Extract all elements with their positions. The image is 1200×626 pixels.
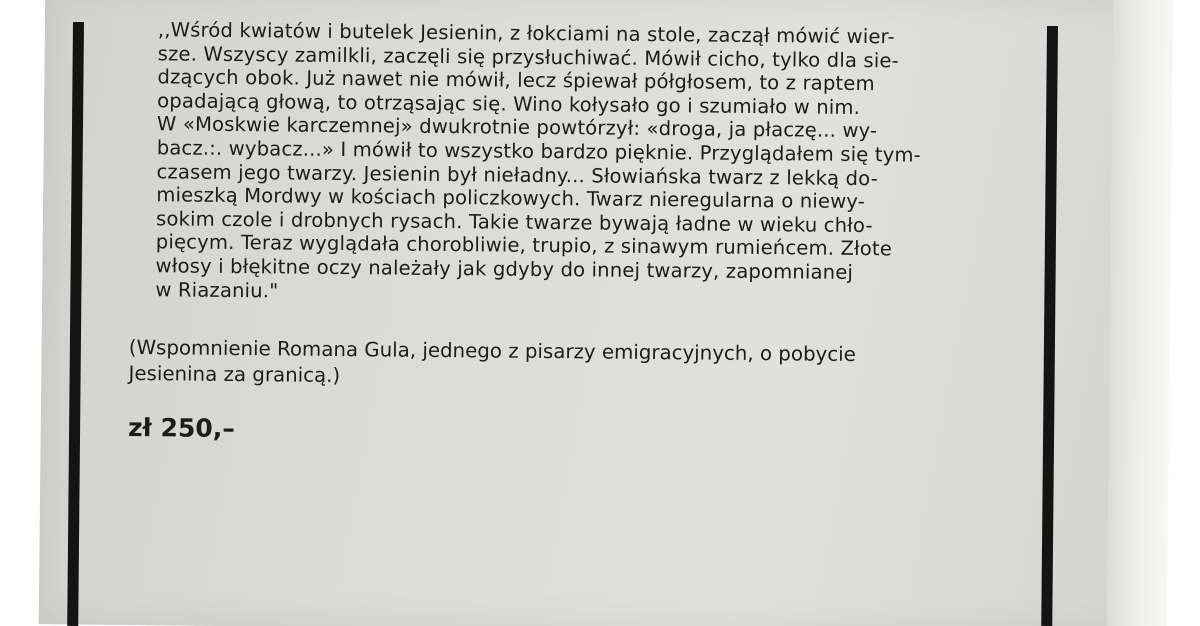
quote-line: dzących obok. Już nawet nie mówił, lecz śpiewał półgłosem, to z raptem xyxy=(157,65,875,96)
source-line: (Wspomnienie Romana Gula, jednego z pisarzy emigracyjnych, o pobycie xyxy=(128,336,856,367)
quote-line: mieszką Mordwy w kościach policzkowych. Twarz nieregularna o niewy- xyxy=(156,183,866,214)
source-attribution xyxy=(128,335,1028,396)
quote-line: pięcym. Teraz wyglądała chorobliwie, trupio, z sinawym rumieńcem. Złote xyxy=(155,230,893,261)
quote-line: opadającą głową, to otrząsając się. Wino kołysało go i szumiało w nim. xyxy=(157,89,861,119)
quote-paragraph xyxy=(129,18,1032,310)
cover-page-edge xyxy=(1107,0,1174,626)
source-line: Jesienina za granicą.) xyxy=(128,362,341,388)
quote-line: sze. Wszyscy zamilkli, zaczęli się przysłuchiwać. Mówił cicho, tylko dla sie- xyxy=(157,41,899,72)
quote-line: czasem jego twarzy. Jesienin był nieładny... Słowiańska twarz z lekką do- xyxy=(156,159,879,190)
price-label: zł 250,– xyxy=(127,413,235,444)
quote-line: ,,Wśród kwiatów i butelek Jesienin, z łokciami na stole, zaczął mówić wier- xyxy=(157,18,895,49)
quote-line: sokim czole i drobnych rysach. Takie twarze bywają ładne w wieku chło- xyxy=(155,206,873,237)
quote-line: W «Moskwie karczemnej» dwukrotnie powtórzył: «droga, ja płaczę... wy- xyxy=(156,112,878,143)
quote-line: włosy i błękitne oczy należały jak gdyby do innej twarzy, zapomnianej xyxy=(155,254,854,284)
cover-text-block xyxy=(128,18,1032,451)
quote-line: w Riazaniu." xyxy=(155,277,279,302)
quote-line: bacz.:. wybacz...» I mówił to wszystko bardzo pięknie. Przyglądałem się tym- xyxy=(156,136,921,167)
